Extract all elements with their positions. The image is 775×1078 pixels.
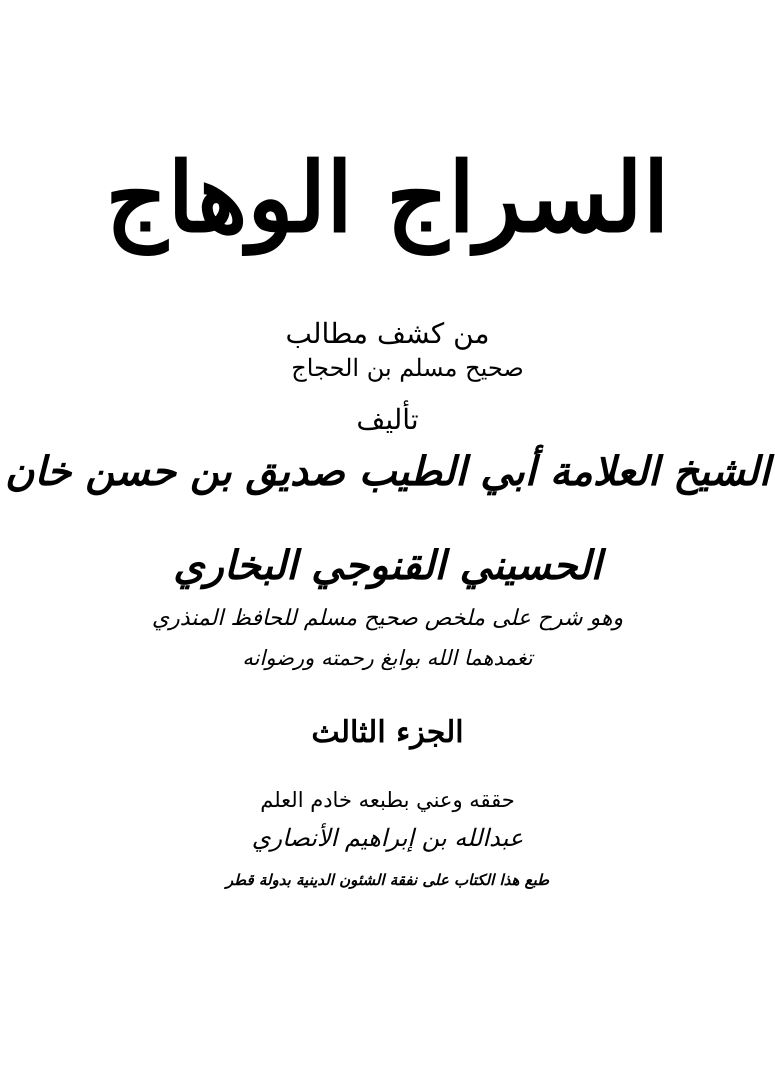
author-name-line-2: الحسيني القنوجي البخاري [173,542,602,589]
editor-line-2: عبدالله بن إبراهيم الأنصاري [251,824,524,852]
author-name-line-1: الشيخ العلامة أبي الطيب صديق بن حسن خان [5,448,770,495]
volume-label: الجزء الثالث [311,715,464,750]
publication-note: طبع هذا الكتاب على نفقة الشئون الدينية بدولة قطر [225,871,550,889]
subtitle-line-2: صحيح مسلم بن الحجاج [291,354,524,382]
description-line-2: تغمدهما الله بوابغ رحمته ورضوانه [242,646,533,670]
editor-line-1: حققه وعني بطبعه خادم العلم [260,788,515,812]
subtitle-line-1: من كشف مطالب [285,317,490,350]
description-line-1: وهو شرح على ملخص صحيح مسلم للحافظ المنذري [151,606,624,631]
authorship-label: تأليف [356,403,419,436]
book-title: السراج الوهاج [105,141,670,254]
